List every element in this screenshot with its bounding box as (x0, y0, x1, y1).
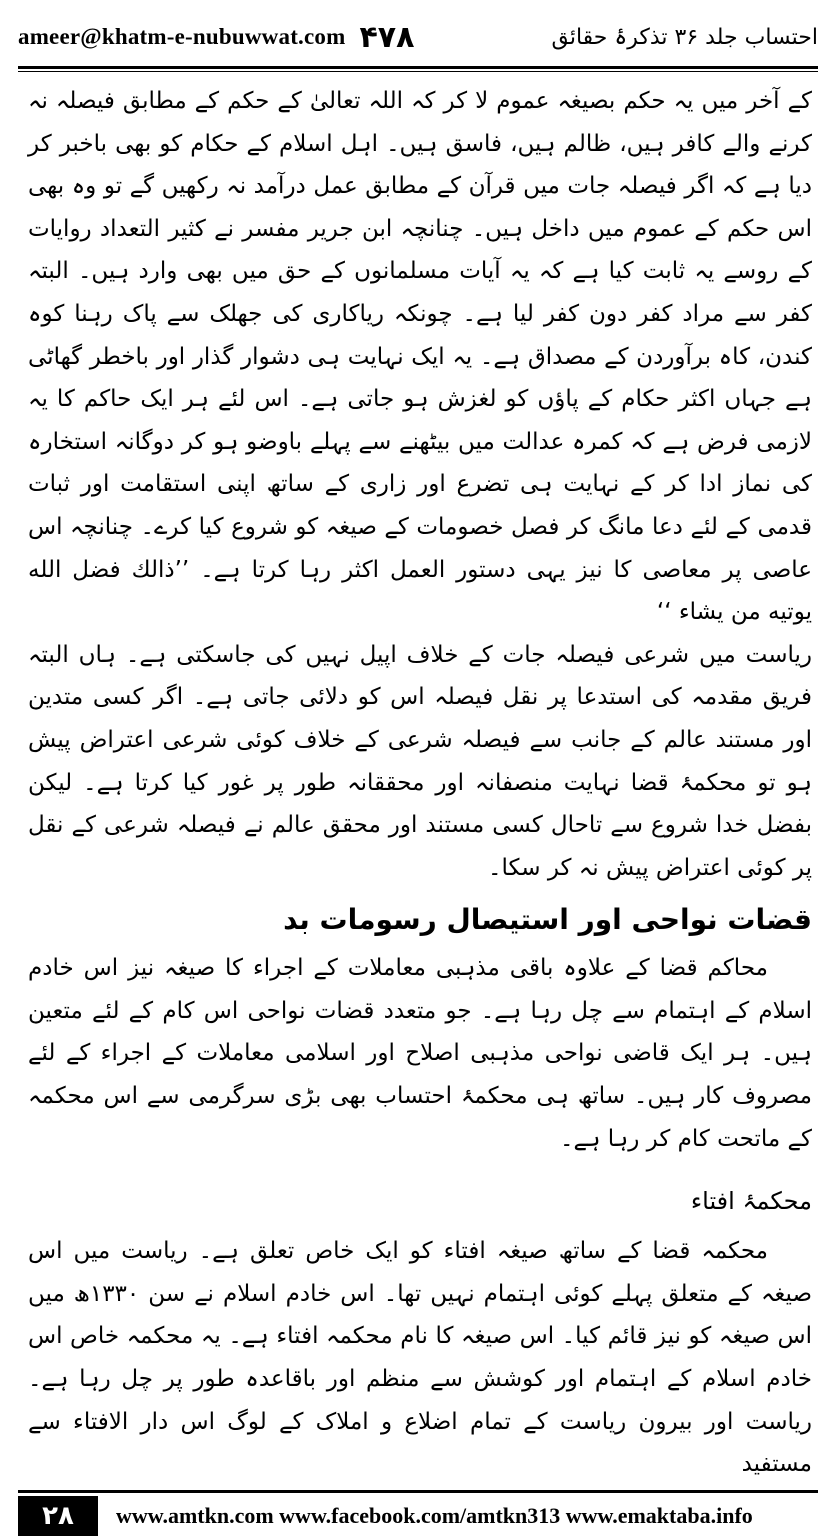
section-paragraph-ifta: محکمہ قضا کے ساتھ صیغہ افتاء کو ایک خاص تعلق ہے۔ ریاست میں اس صیغہ کے متعلق پہلے کوئی اہتمام نہیں تھا۔ اس خادم اسلام نے سن ۱۳۳۰ھ میں اس صیغہ کو نیز قائم کیا۔ اس صیغہ کا نام محکمہ افتاء ہے۔ یہ محکمہ خاص اس خادم اسلام کے اہتمام اور کوشش سے منظم اور باقاعدہ طور پر چل رہا ہے۔ ریاست اور بیرون ریاست کے تمام اضلاع و املاک کے لوگ اس دار الافتاء سے مستفید (28, 1238, 812, 1478)
section-heading-ifta: محکمۂ افتاء (690, 1187, 812, 1216)
header-left (18, 20, 414, 55)
page-footer (18, 1496, 818, 1536)
header-rule (18, 66, 818, 69)
section-paragraph-qazat: محاکم قضا کے علاوہ باقی مذہبی معاملات کے اجراء کا صیغہ نیز اس خادم اسلام کے اہتمام سے چل رہا ہے۔ جو متعدد قضات نواحی اس کام کے لئے متعین ہیں۔ ہر ایک قاضی نواحی مذہبی اصلاح اور اسلامی معاملات کے اجراء کے لئے مصروف کار ہیں۔ ساتھ ہی محکمۂ احتساب بھی بڑی سرگرمی سے اس محکمہ کے ماتحت کام کر رہا ہے۔ (28, 955, 812, 1152)
header-rule-thin (18, 71, 818, 72)
body-paragraph-2: ریاست میں شرعی فیصلہ جات کے خلاف اپیل نہیں کی جاسکتی ہے۔ ہاں البتہ فریق مقدمہ کی استدعا پر نقل فیصلہ اس کو دلائی جاتی ہے۔ اگر کسی متدین اور مستند عالم کے جانب سے فیصلہ شرعی کے خلاف کوئی شرعی اعتراض پیش ہو تو محکمۂ قضا نہایت منصفانہ اور محققانہ طور پر غور کیا کرتا ہے۔ لیکن بفضل خدا شروع سے تاحال کسی مستند اور محقق عالم نے فیصلہ شرعی کے نقل پر کوئی اعتراض پیش نہ کر سکا۔ (28, 641, 812, 881)
page-content (28, 80, 812, 1486)
header-email: ameer@khatm-e-nubuwwat.com (18, 24, 346, 49)
section-heading-qazat: قضات نواحی اور استیصال رسومات بد (283, 903, 812, 937)
body-paragraph-1: کے آخر میں یہ حکم بصیغہ عموم لا کر کہ اللہ تعالیٰ کے حکم کے مطابق فیصلہ نہ کرنے والے کافر ہیں، ظالم ہیں، فاسق ہیں۔ اہل اسلام کے حکام کو بھی باخبر کر دیا ہے کہ اگر فیصلہ جات میں قرآن کے مطابق عمل درآمد نہ رکھیں گے تو وہ بھی اس حکم کے عموم میں داخل ہیں۔ چنانچہ ابن جریر مفسر نے کثیر التعداد روایات کے روسے یہ ثابت کیا ہے کہ یہ آیات مسلمانوں کے حق میں بھی وارد ہیں۔ البتہ کفر سے مراد کفر دون کفر لیا ہے۔ چونکہ ریاکاری کی جھلک سے پاک رہنا کوہ کندن، کاہ برآوردن کے مصداق ہے۔ یہ ایک نہایت ہی دشوار گذار اور باخطر گھاٹی ہے جہاں اکثر حکام کے پاؤں کو لغزش ہو جاتی ہے۔ اس لئے ہر ایک حاکم کا یہ لازمی فرض ہے کہ کمرہ عدالت میں بیٹھنے سے پہلے باوضو ہو کر دوگانہ استخارہ کی نماز ادا کر کے نہایت ہی تضرع اور زاری کے ساتھ اپنی استقامت اور ثبات قدمی کے لئے دعا مانگ کر فصل خصومات کے صیغہ کو شروع کیا کرے۔ چنانچہ اس عاصی پر معاصی کا نیز یہی دستور العمل اکثر رہا کرتا ہے۔ ’’ذالك فضل الله يوتيه من يشاء ‘‘ (28, 88, 812, 626)
header-page-number: ۴۷۸ (359, 19, 415, 55)
header-book-title: احتساب جلد ۳۶ تذکرۂ حقائق (551, 24, 818, 50)
footer-links: www.amtkn.com www.facebook.com/amtkn313 www.emaktaba.info (116, 1503, 753, 1528)
footer-page-number: ۲۸ (18, 1496, 98, 1536)
footer-rule (18, 1490, 818, 1493)
page-header (18, 14, 818, 60)
